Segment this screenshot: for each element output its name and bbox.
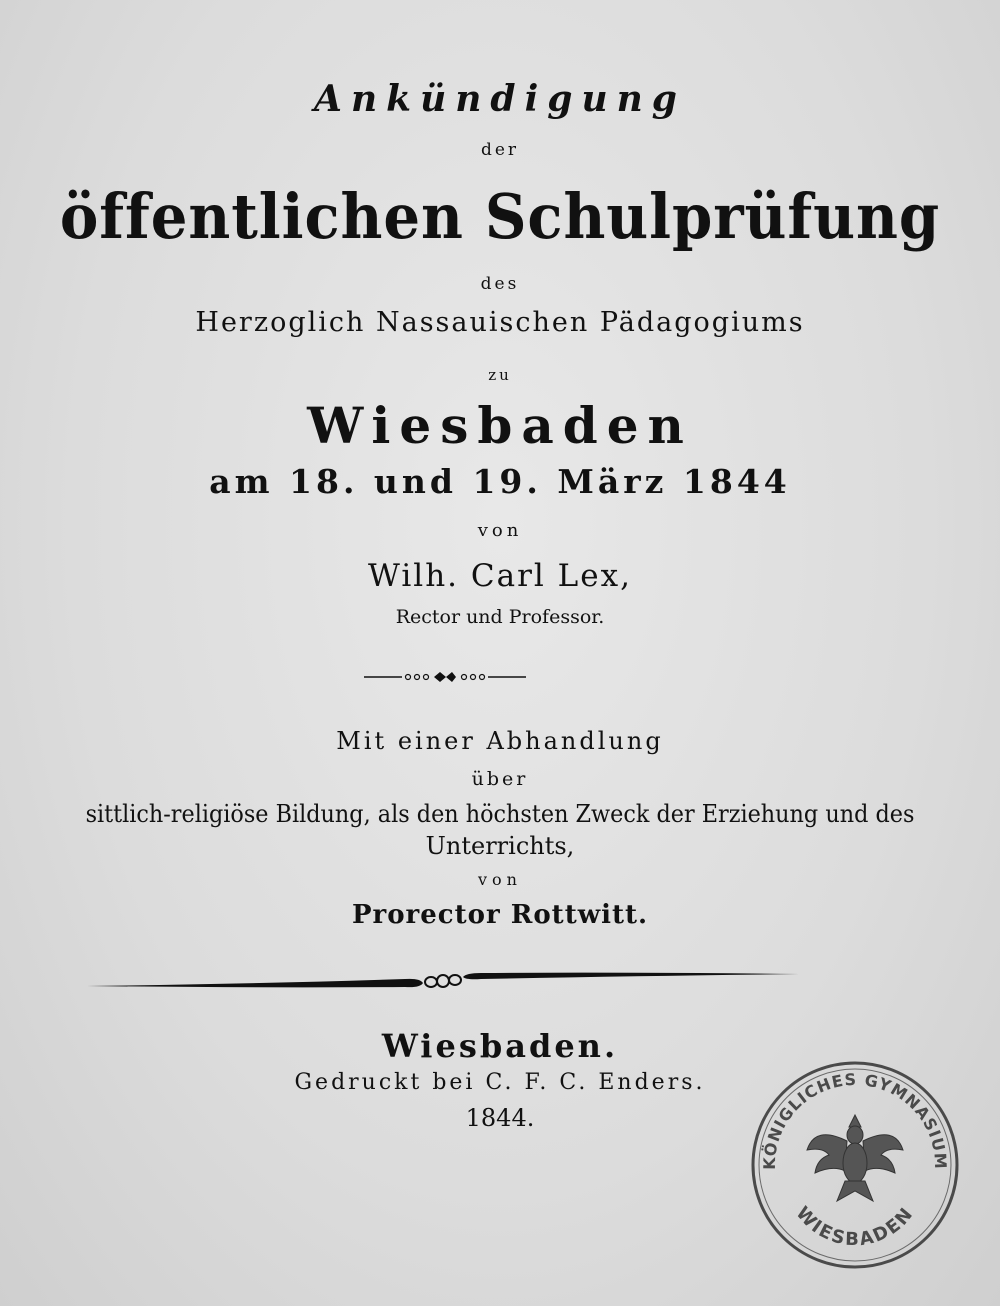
treatise-author: Prorector Rottwitt. xyxy=(351,900,649,930)
article-des: des xyxy=(480,274,520,294)
small-ornament-divider xyxy=(362,670,528,684)
imprint-city: Wiesbaden. xyxy=(381,1027,619,1065)
author-role: Rector und Professor. xyxy=(395,606,605,628)
eagle-emblem-icon xyxy=(807,1115,903,1201)
city-name: Wiesbaden xyxy=(307,396,693,455)
treatise-intro: Mit einer Abhandlung xyxy=(336,727,664,755)
heading-school-exam: öffentlichen Schulprüfung xyxy=(59,180,941,253)
treatise-topic-line-1: sittlich-religiöse Bildung, als den höchsten Zweck der Erziehung und des xyxy=(85,800,915,828)
library-stamp xyxy=(745,1055,965,1275)
imprint-printer: Gedruckt bei C. F. C. Enders. xyxy=(294,1070,706,1095)
author-name: Wilh. Carl Lex, xyxy=(368,558,632,594)
stamp-text-top: KÖNIGLICHES GYMNASIUM xyxy=(759,1069,951,1171)
heading-announcement: Ankündigung xyxy=(314,78,686,120)
treatise-von: von xyxy=(478,870,522,889)
treatise-topic-line-2: Unterrichts, xyxy=(425,832,575,860)
preposition-von: von xyxy=(477,520,523,541)
preposition-ueber: über xyxy=(471,768,529,790)
svg-text:WIESBADEN xyxy=(792,1203,919,1251)
stamp-text-bottom: WIESBADEN xyxy=(791,1202,919,1251)
exam-date: am 18. und 19. März 1844 xyxy=(209,462,791,501)
article-der: der xyxy=(480,140,520,160)
imprint-year: 1844. xyxy=(465,1104,535,1132)
preposition-zu: zu xyxy=(488,366,512,384)
long-ornament-divider xyxy=(85,965,801,995)
institution-name: Herzoglich Nassauischen Pädagogiums xyxy=(195,307,805,338)
